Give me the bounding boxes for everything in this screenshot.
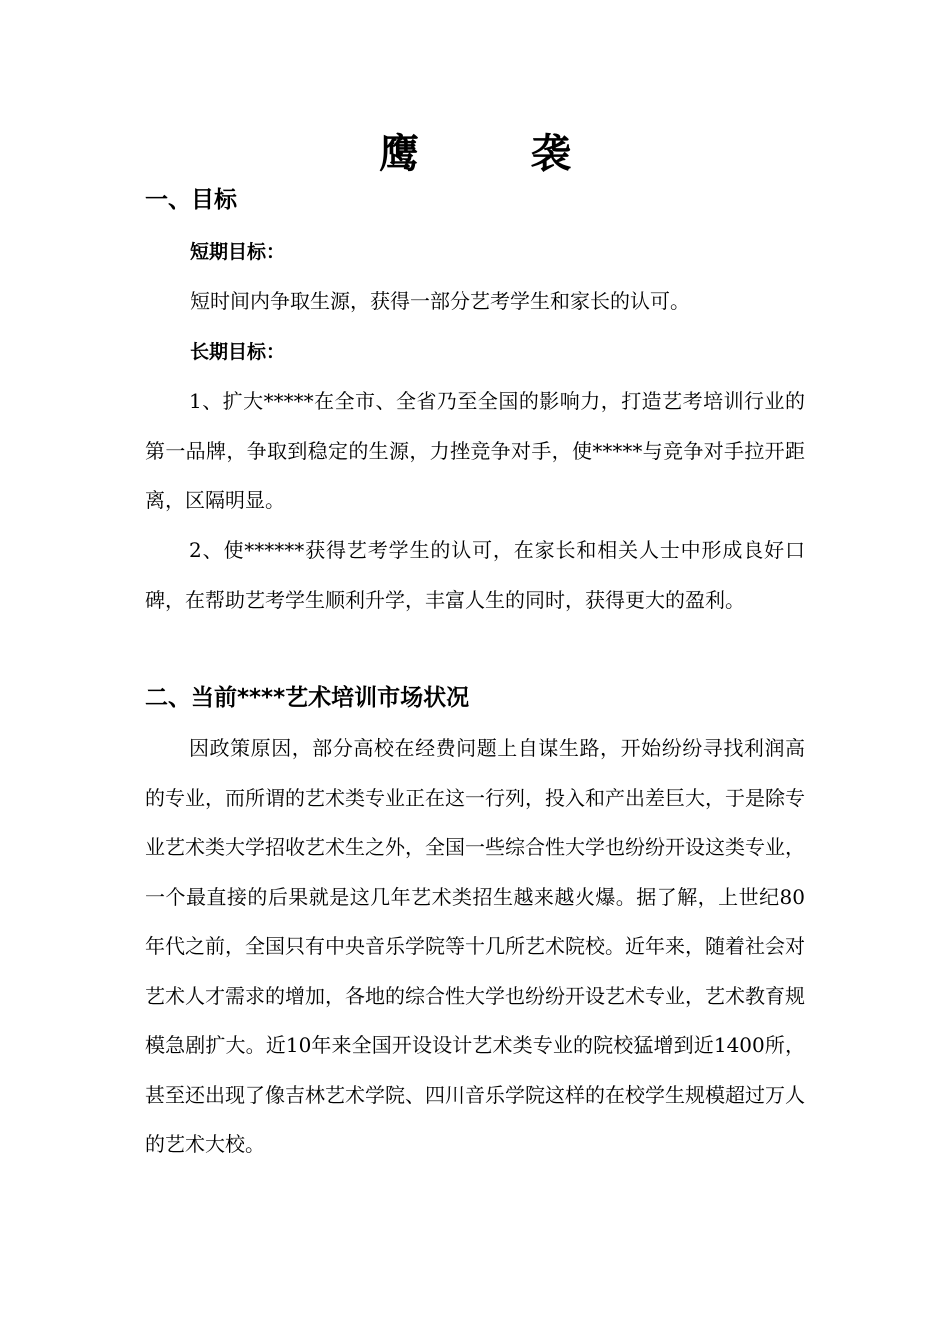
long-term-item-1: 1、扩大*****在全市、全省乃至全国的影响力，打造艺考培训行业的第一品牌，争取到稳定的生源，力挫竞争对手，使*****与竞争对手拉开距离，区隔明显。	[145, 389, 805, 512]
document-title: 鹰 袭	[379, 131, 607, 177]
market-paragraph: 因政策原因，部分高校在经费问题上自谋生路，开始纷纷寻找利润高的专业，而所谓的艺术类专业正在这一行列，投入和产出差巨大，于是除专业艺术类大学招收艺术生之外，全国一些综合性大学也纷纷开设这类专业，一个最直接的后果就是这几年艺术类招生越来越火爆。据了解，上世纪80年代之前，全国只有中央音乐学院等十几所艺术院校。近年来，随着社会对艺术人才需求的增加，各地的综合性大学也纷纷开设艺术专业，艺术教育规模急剧扩大。近10年来全国开设设计艺术类专业的院校猛增到近1400所，甚至还出现了像吉林艺术学院、四川音乐学院这样的在校学生规模超过万人的艺术大校。	[145, 736, 805, 1156]
long-term-item-2: 2、使******获得艺考学生的认可，在家长和相关人士中形成良好口碑，在帮助艺考学生顺利升学，丰富人生的同时，获得更大的盈利。	[145, 538, 805, 612]
short-term-label: 短期目标：	[190, 241, 286, 263]
section-heading-goals: 一、目标	[145, 187, 237, 213]
section-heading-market: 二、当前****艺术培训市场状况	[145, 685, 470, 711]
short-term-text: 短时间内争取生源，获得一部分艺考学生和家长的认可。	[190, 289, 690, 313]
long-term-label: 长期目标：	[190, 341, 286, 363]
